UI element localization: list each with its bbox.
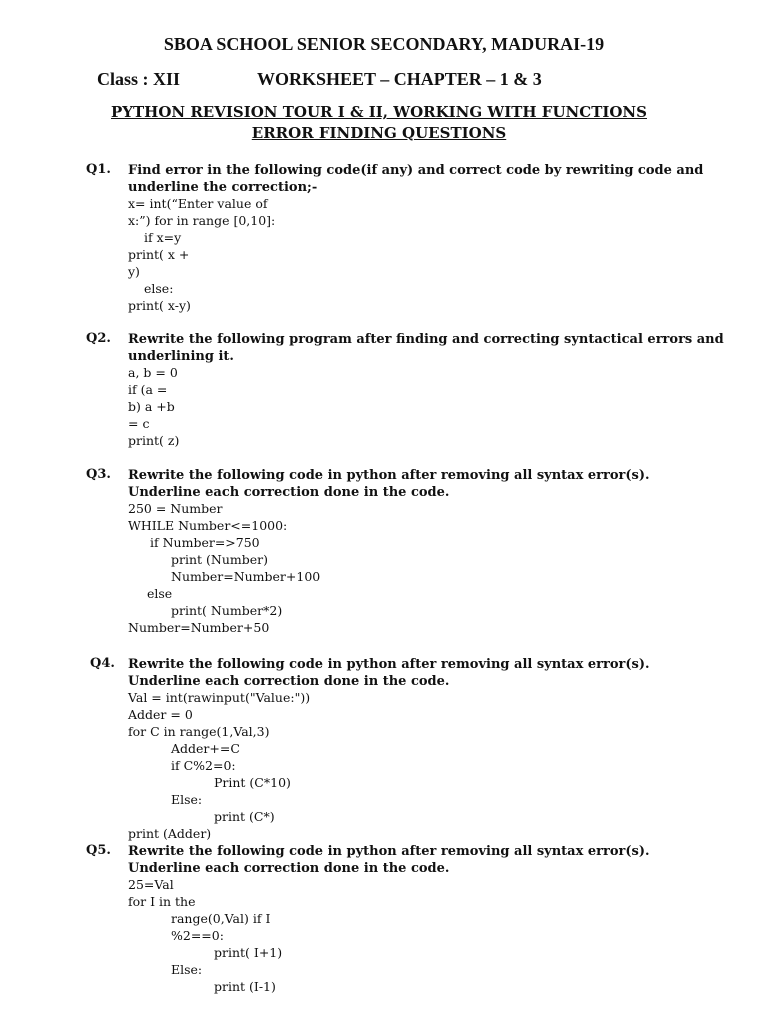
worksheet-title: WORKSHEET – CHAPTER – 1 & 3 [257,69,542,89]
code-line: print (Adder) [128,826,212,841]
question-number: Q5. [86,843,111,858]
code-line: if (a = [128,382,168,397]
question-text: underline the correction;- [128,180,318,195]
question-text: Underline each correction done in the code. [128,861,450,876]
code-line: a, b = 0 [128,365,178,380]
code-line: print( x + [128,247,190,262]
code-line: Val = int(rawinput("Value:")) [128,690,311,705]
question-text: Rewrite the following code in python after removing all syntax error(s). [128,468,650,483]
code-line: = c [128,416,150,431]
code-line: Number=Number+100 [171,569,321,584]
code-line: Number=Number+50 [128,620,270,635]
code-line: for I in the [128,894,196,909]
code-line: x= int(“Enter value of [128,196,268,211]
question-text: Find error in the following code(if any) and correct code by rewriting code and [128,163,704,178]
code-line: print( z) [128,433,180,448]
school-name: SBOA SCHOOL SENIOR SECONDARY, MADURAI-19 [163,34,605,54]
code-line: %2==0: [171,928,224,943]
question-number: Q2. [86,331,111,346]
code-line: print( Number*2) [171,603,283,618]
code-line: print( I+1) [214,945,283,960]
code-line: Else: [171,962,203,977]
code-line: print( x-y) [128,298,191,313]
question-text: underlining it. [128,349,234,364]
code-line: range(0,Val) if I [171,911,271,926]
question-number: Q3. [86,467,111,482]
code-line: y) [128,264,140,279]
question-text: Rewrite the following code in python after removing all syntax error(s). [128,844,650,859]
code-line: else [147,586,173,601]
code-line: 25=Val [128,877,174,892]
code-line: b) a +b [128,399,175,414]
code-line: for C in range(1,Val,3) [128,724,270,739]
question-number: Q4. [90,656,115,671]
question-text: Rewrite the following program after finding and correcting syntactical errors and [128,332,724,347]
code-line: print (I-1) [214,979,276,994]
code-line: Print (C*10) [214,775,291,790]
question-number: Q1. [86,162,111,177]
code-line: WHILE Number<=1000: [128,518,288,533]
code-line: print (Number) [171,552,268,567]
code-line: Adder+=C [171,741,240,756]
code-line: if x=y [144,230,182,245]
class-label: Class : XII [97,69,181,89]
code-line: Adder = 0 [128,707,193,722]
question-text: Underline each correction done in the code. [128,485,450,500]
subtitle-error-finding: ERROR FINDING QUESTIONS [251,124,507,142]
subtitle-topics: PYTHON REVISION TOUR I & II, WORKING WITH FUNCTIONS [111,103,647,121]
code-line: if C%2=0: [171,758,236,773]
code-line: Else: [171,792,203,807]
question-text: Rewrite the following code in python after removing all syntax error(s). [128,657,650,672]
code-line: 250 = Number [128,501,223,516]
code-line: else: [144,281,174,296]
question-text: Underline each correction done in the code. [128,674,450,689]
code-line: print (C*) [214,809,275,824]
code-line: if Number=>750 [150,535,260,550]
code-line: x:”) for in range [0,10]: [128,213,276,228]
